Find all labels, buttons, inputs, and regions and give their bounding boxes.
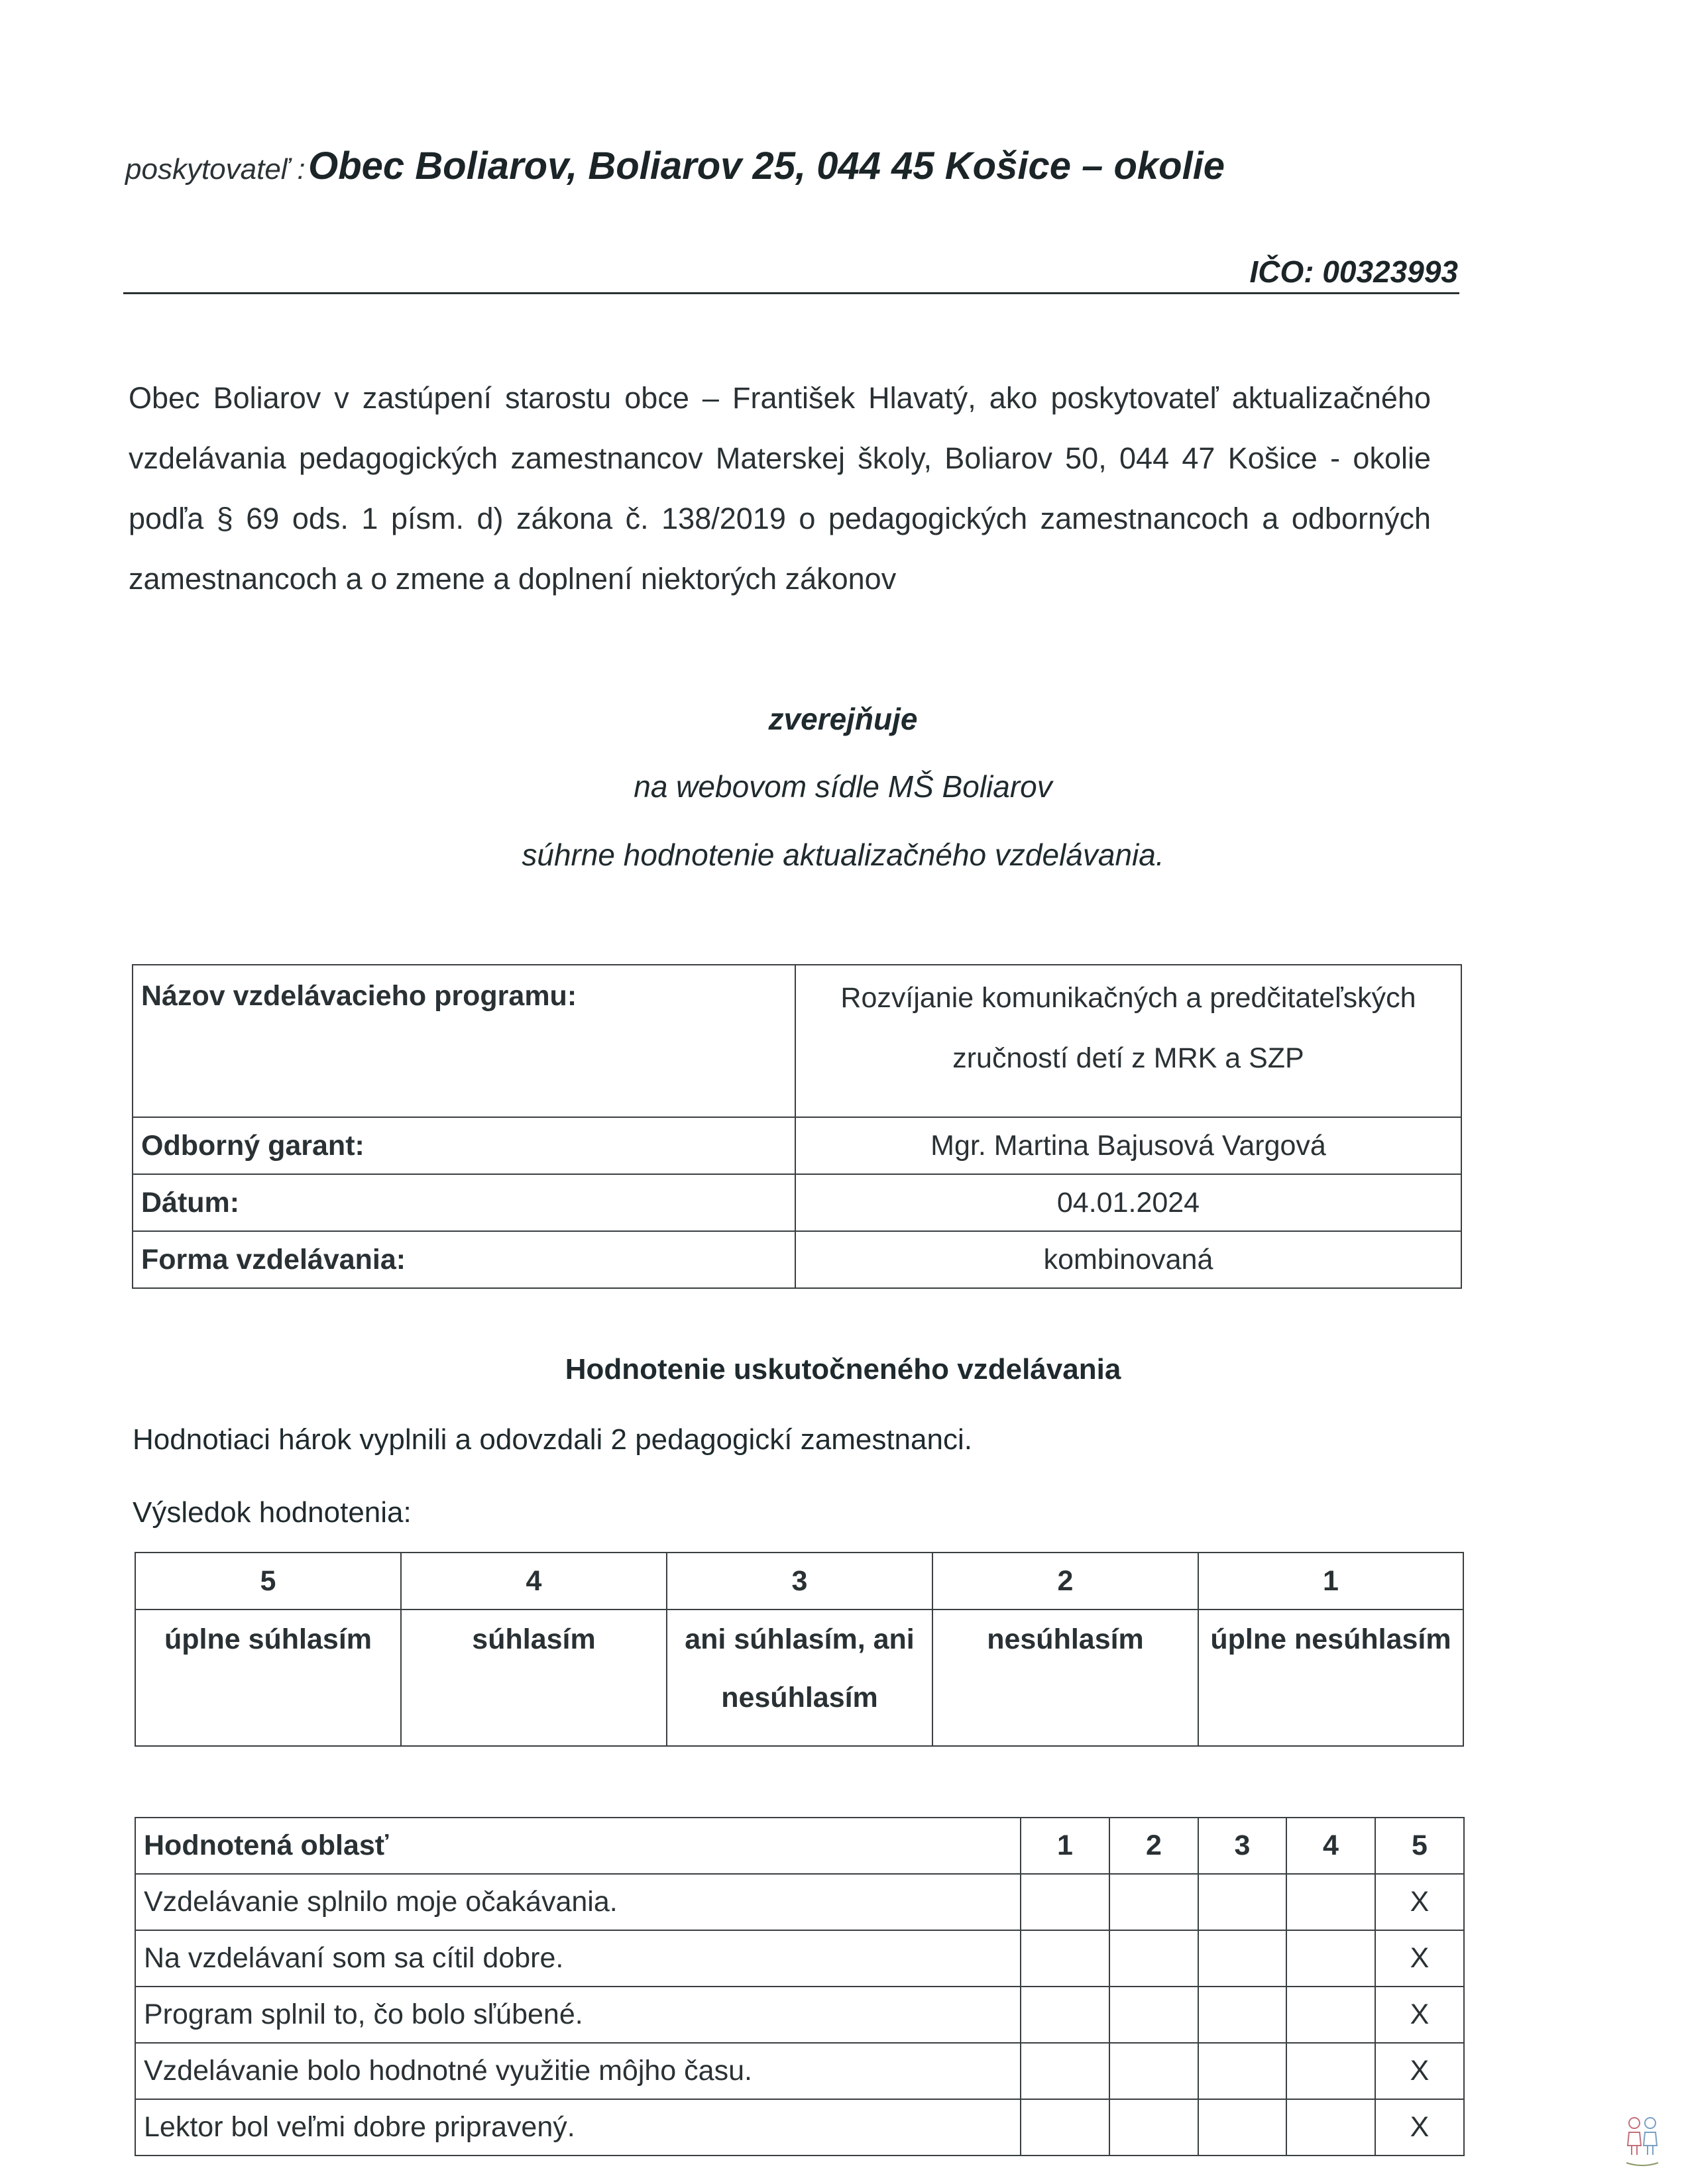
publication-subject: súhrne hodnotenie aktualizačného vzdelávania. [522, 838, 1164, 872]
scale-label [667, 1610, 932, 1746]
scale-label [135, 1610, 401, 1746]
table-row [133, 1174, 1461, 1231]
evaluation-title: Hodnotenie uskutočneného vzdelávania [565, 1353, 1121, 1386]
table-row [135, 1987, 1464, 2043]
rating-cell [1286, 2099, 1375, 2156]
rated-area: Vzdelávanie splnilo moje očakávania. [135, 1874, 1021, 1930]
table-row [133, 1117, 1461, 1174]
kindergarten-logo-icon [1622, 2111, 1662, 2171]
rating-cell [1109, 1930, 1198, 1987]
rating-cell [1021, 1987, 1109, 2043]
table-row [135, 1553, 1463, 1610]
publication-location: na webovom sídle MŠ Boliarov [634, 769, 1052, 804]
table-row [135, 1874, 1464, 1930]
rating-cell [1286, 1874, 1375, 1930]
date-value: 04.01.2024 [795, 1174, 1461, 1231]
date-label: Dátum: [133, 1174, 795, 1231]
ico-number: IČO: 00323993 [1249, 254, 1458, 289]
rated-area: Na vzdelávaní som sa cítil dobre. [135, 1930, 1021, 1987]
scale-label [1198, 1610, 1463, 1746]
scale-number: 4 [401, 1553, 667, 1610]
rating-cell: X [1375, 2043, 1464, 2099]
scale-label-line1: úplne súhlasím [164, 1623, 372, 1655]
scale-label [401, 1610, 667, 1746]
rating-cell [1198, 2099, 1286, 2156]
scale-label [932, 1610, 1198, 1746]
scale-number: 1 [1198, 1553, 1463, 1610]
program-name-line2: zručností detí z MRK a SZP [952, 1042, 1304, 1074]
scale-label-line1: úplne nesúhlasím [1210, 1623, 1451, 1655]
rating-cell [1109, 2043, 1198, 2099]
publication-verb: zverejňuje [768, 702, 918, 736]
scale-number: 2 [932, 1553, 1198, 1610]
guarantor-label: Odborný garant: [133, 1117, 795, 1174]
intro-paragraph: Obec Boliarov v zastúpení starostu obce – František Hlavatý, ako poskytovateľ aktualizačného vzdelávania pedagogických zamestnancov Materskej školy, Boliarov 50, 044 47 Košice - okolie podľa § 69 ods. 1 písm. d) zákona č. 138/2019 o pedagogických zamestnancoch a odborných zamestnancoch a o zmene a doplnení niektorých zákonov [129, 381, 1431, 596]
table-row [135, 2099, 1464, 2156]
scale-number: 5 [135, 1553, 401, 1610]
header-divider [123, 292, 1459, 294]
rating-column-header: 2 [1109, 1818, 1198, 1874]
rating-cell [1198, 2043, 1286, 2099]
rating-column-header: 3 [1198, 1818, 1286, 1874]
rating-cell [1286, 1987, 1375, 2043]
provider-header [125, 144, 1225, 188]
rating-column-header: 5 [1375, 1818, 1464, 1874]
rating-cell: X [1375, 1874, 1464, 1930]
program-name-label: Názov vzdelávacieho programu: [133, 965, 795, 1117]
form-value: kombinovaná [795, 1231, 1461, 1288]
rating-cell [1021, 1930, 1109, 1987]
rating-cell [1198, 1987, 1286, 2043]
rating-cell [1021, 1874, 1109, 1930]
rating-cell [1286, 1930, 1375, 1987]
scale-label-line1: súhlasím [472, 1623, 596, 1655]
rated-area: Vzdelávanie bolo hodnotné využitie môjho času. [135, 2043, 1021, 2099]
rated-area: Lektor bol veľmi dobre pripravený. [135, 2099, 1021, 2156]
rating-column-header: 4 [1286, 1818, 1375, 1874]
table-row [135, 1930, 1464, 1987]
rated-area: Program splnil to, čo bolo sľúbené. [135, 1987, 1021, 2043]
scale-label-line1: ani súhlasím, ani [685, 1623, 915, 1655]
table-header-row [135, 1818, 1464, 1874]
rating-cell: X [1375, 1987, 1464, 2043]
scale-label-line1: nesúhlasím [987, 1623, 1144, 1655]
rating-cell [1021, 2043, 1109, 2099]
rating-column-header: 1 [1021, 1818, 1109, 1874]
rating-cell [1198, 1874, 1286, 1930]
rating-cell [1198, 1930, 1286, 1987]
provider-name: Obec Boliarov, Boliarov 25, 044 45 Košice – okolie [308, 144, 1225, 188]
program-name-line1: Rozvíjanie komunikačných a predčitateľských [840, 982, 1416, 1014]
rating-cell [1109, 1987, 1198, 2043]
evaluation-respondents: Hodnotiaci hárok vyplnili a odovzdali 2 pedagogickí zamestnanci. [133, 1423, 972, 1456]
rating-cell [1109, 2099, 1198, 2156]
scale-number: 3 [667, 1553, 932, 1610]
table-row [135, 1610, 1463, 1746]
program-info-table [132, 964, 1462, 1289]
rating-cell [1021, 2099, 1109, 2156]
rating-cell [1109, 1874, 1198, 1930]
program-name-value [795, 965, 1461, 1117]
evaluation-result-label: Výsledok hodnotenia: [133, 1496, 412, 1529]
rating-cell: X [1375, 2099, 1464, 2156]
rating-cell: X [1375, 1930, 1464, 1987]
ratings-table [135, 1817, 1465, 2156]
table-row [135, 2043, 1464, 2099]
form-label: Forma vzdelávania: [133, 1231, 795, 1288]
area-header: Hodnotená oblasť [135, 1818, 1021, 1874]
table-row [133, 965, 1461, 1117]
rating-cell [1286, 2043, 1375, 2099]
guarantor-value: Mgr. Martina Bajusová Vargová [795, 1117, 1461, 1174]
rating-scale-table [135, 1552, 1464, 1747]
provider-label: poskytovateľ : [125, 153, 306, 186]
scale-label-line2: nesúhlasím [721, 1682, 878, 1714]
table-row [133, 1231, 1461, 1288]
